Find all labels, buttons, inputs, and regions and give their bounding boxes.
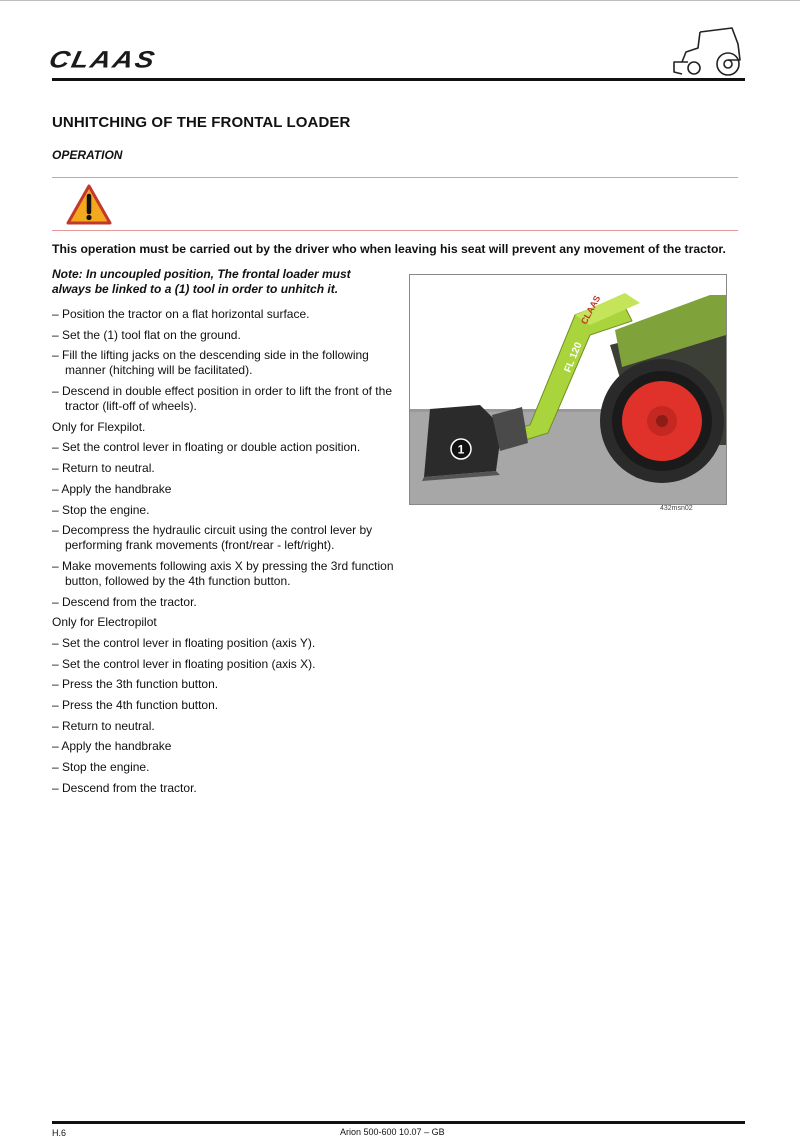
note-line-2: always be linked to a (1) tool in order to unhitch it. (52, 282, 339, 296)
warning-text: This operation must be carried out by the driver who when leaving his seat will prevent any movement of the tractor. (52, 242, 726, 256)
list-item: – Fill the lifting jacks on the descending side in the following manner (hitching will be facilitated). (52, 348, 369, 378)
list-item: – Apply the handbrake (52, 739, 172, 754)
list-item: – Descend from the tractor. (52, 780, 197, 795)
loader-model: FL 120 (562, 340, 585, 375)
warning-top-rule (52, 177, 738, 178)
list-item: – Apply the handbrake (52, 481, 172, 496)
page-title: UNHITCHING OF THE FRONTAL LOADER (52, 114, 351, 131)
list-item: – Stop the engine. (52, 760, 150, 775)
list-subheading: Only for Flexpilot. (52, 419, 146, 434)
footer-rule (52, 1121, 745, 1124)
list-item: – Make movements following axis X by pressing the 3rd function button, followed by the 4th function button. (52, 558, 394, 588)
list-item: – Press the 4th function button. (52, 698, 219, 712)
loader-photo (409, 274, 727, 505)
list-item: – Descend in double effect position in order to lift the front of the tractor (lift-off of wheels). (52, 384, 392, 414)
list-item: – Set the control lever in floating or double action position. (52, 440, 361, 455)
page-number: H.6 (52, 1128, 67, 1138)
warning-triangle-icon (66, 184, 112, 226)
list-item: – Descend from the tractor. (52, 594, 197, 609)
steps-list (52, 307, 397, 801)
list-item: – Set the control lever in floating position (axis Y). (52, 635, 316, 650)
list-item: – Set the (1) tool flat on the ground. (52, 327, 241, 342)
tractor-outline-icon (672, 22, 746, 78)
warning-bottom-rule (52, 230, 738, 231)
note-line-1: Note: In uncoupled position, The frontal loader must (52, 267, 351, 281)
callout-label: 1 (457, 442, 465, 457)
loader-logo: CLAAS (578, 293, 603, 326)
list-item: – Stop the engine. (52, 502, 150, 517)
list-item: – Return to neutral. (52, 718, 155, 733)
document-reference: Arion 500-600 10.07 – GB (340, 1127, 445, 1137)
header-rule (52, 78, 745, 81)
list-item: – Press the 3th function button. (52, 677, 219, 692)
list-item: – Position the tractor on a flat horizontal surface. (52, 307, 310, 321)
note-text (52, 267, 392, 297)
section-subtitle: OPERATION (52, 148, 123, 162)
loader-illustration (410, 275, 726, 504)
top-border (0, 0, 800, 1)
claas-logo: CLAAS (46, 46, 159, 73)
list-item: – Set the control lever in floating position (axis X). (52, 656, 316, 671)
list-item: – Return to neutral. (52, 461, 155, 476)
figure-code: 432msn02 (660, 505, 693, 512)
list-item: – Decompress the hydraulic circuit using the control lever by performing frank movements (front/rear - left/right). (52, 523, 373, 553)
list-subheading: Only for Electropilot (52, 615, 157, 630)
